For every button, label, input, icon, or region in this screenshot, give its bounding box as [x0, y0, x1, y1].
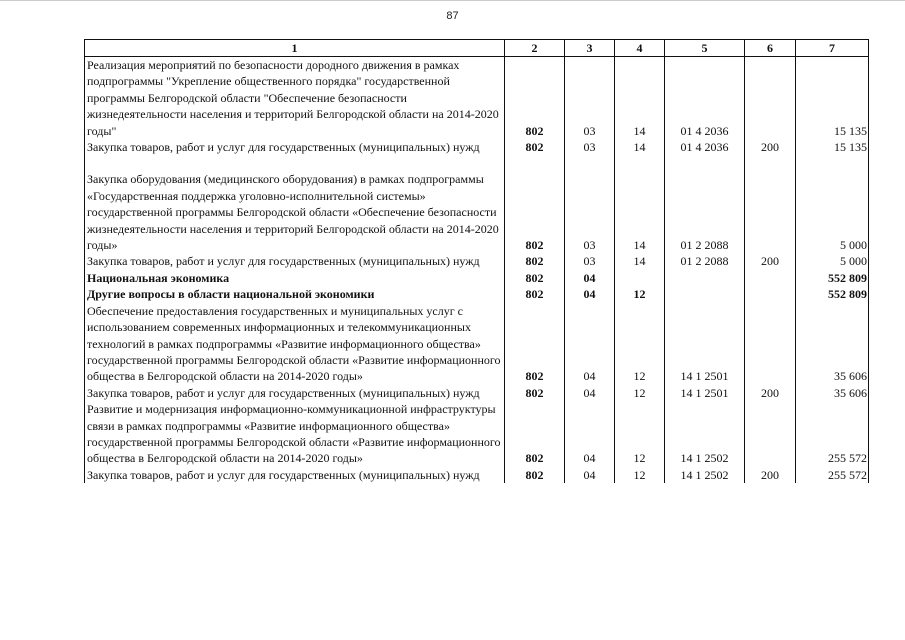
cell-expense-type: 200 [745, 467, 796, 483]
row-description: Реализация мероприятий по безопасности дородного движения в рамках подпрограммы "Укрепление общественного порядка" государственной программы Белгородской области "Обеспечение безопасности жизнедеятельности населения и территорий Белгородской области на 2014-2020 годы" [85, 57, 505, 140]
cell-target-article: 01 4 2036 [665, 139, 745, 155]
cell-target-article: 01 2 2088 [665, 171, 745, 253]
cell-subsection: 12 [615, 303, 665, 385]
cell-subsection: 14 [615, 171, 665, 253]
header-col-3: 3 [565, 40, 615, 57]
cell-amount: 15 135 [796, 57, 869, 140]
cell-grbs: 802 [505, 139, 565, 155]
header-col-7: 7 [796, 40, 869, 57]
cell-grbs: 802 [505, 385, 565, 401]
cell-expense-type [745, 171, 796, 253]
cell-grbs: 802 [505, 171, 565, 253]
header-col-4: 4 [615, 40, 665, 57]
cell-expense-type [745, 286, 796, 302]
cell-expense-type: 200 [745, 385, 796, 401]
table-spacer-row [85, 155, 869, 171]
cell-section: 04 [565, 270, 615, 286]
table-row [85, 385, 869, 401]
table-row [85, 401, 869, 467]
cell-expense-type: 200 [745, 139, 796, 155]
cell-expense-type [745, 303, 796, 385]
row-description: Закупка товаров, работ и услуг для государственных (муниципальных) нужд [85, 139, 505, 155]
cell-target-article: 01 2 2088 [665, 253, 745, 269]
cell-amount: 255 572 [796, 467, 869, 483]
header-col-6: 6 [745, 40, 796, 57]
cell-section: 04 [565, 286, 615, 302]
header-row [85, 40, 869, 57]
cell-amount: 552 809 [796, 270, 869, 286]
cell-expense-type [745, 270, 796, 286]
row-description: Обеспечение предоставления государственных и муниципальных услуг с использованием современных информационных и телекоммуникационных технологий в рамках подпрограммы «Развитие информационного общества» государственной программы Белгородской области «Развитие информационного общества в Белгородской области на 2014-2020 годы» [85, 303, 505, 385]
cell-section: 04 [565, 467, 615, 483]
cell-target-article: 14 1 2501 [665, 385, 745, 401]
cell-grbs: 802 [505, 467, 565, 483]
page-number: 87 [446, 10, 459, 22]
cell-section: 04 [565, 401, 615, 467]
row-description: Закупка оборудования (медицинского оборудования) в рамках подпрограммы «Государственная поддержка уголовно-исполнительной системы» государственной программы Белгородской области «Обеспечение безопасности жизнедеятельности населения и территорий Белгородской области на 2014-2020 годы» [85, 171, 505, 253]
cell-amount: 15 135 [796, 139, 869, 155]
cell-expense-type [745, 401, 796, 467]
cell-grbs: 802 [505, 57, 565, 140]
table-row-subsection [85, 286, 869, 302]
cell-grbs: 802 [505, 253, 565, 269]
cell-grbs: 802 [505, 303, 565, 385]
budget-table [84, 39, 869, 483]
cell-subsection: 12 [615, 385, 665, 401]
header-col-5: 5 [665, 40, 745, 57]
row-description: Закупка товаров, работ и услуг для государственных (муниципальных) нужд [85, 467, 505, 483]
table-row-section [85, 270, 869, 286]
cell-expense-type [745, 57, 796, 140]
cell-target-article [665, 270, 745, 286]
cell-grbs: 802 [505, 270, 565, 286]
table-row [85, 139, 869, 155]
cell-subsection: 14 [615, 139, 665, 155]
row-description: Закупка товаров, работ и услуг для государственных (муниципальных) нужд [85, 253, 505, 269]
cell-amount: 35 606 [796, 385, 869, 401]
table-row [85, 303, 869, 385]
cell-amount: 5 000 [796, 253, 869, 269]
cell-amount: 552 809 [796, 286, 869, 302]
cell-amount: 5 000 [796, 171, 869, 253]
cell-subsection: 12 [615, 467, 665, 483]
cell-section: 04 [565, 303, 615, 385]
cell-section: 03 [565, 139, 615, 155]
cell-amount: 35 606 [796, 303, 869, 385]
cell-target-article: 14 1 2502 [665, 467, 745, 483]
cell-target-article: 14 1 2502 [665, 401, 745, 467]
cell-subsection [615, 270, 665, 286]
cell-subsection: 14 [615, 57, 665, 140]
cell-subsection: 12 [615, 286, 665, 302]
row-description: Другие вопросы в области национальной экономики [85, 286, 505, 302]
header-col-2: 2 [505, 40, 565, 57]
row-description: Национальная экономика [85, 270, 505, 286]
table-row [85, 467, 869, 483]
table-row [85, 171, 869, 253]
cell-expense-type: 200 [745, 253, 796, 269]
cell-grbs: 802 [505, 401, 565, 467]
cell-target-article: 14 1 2501 [665, 303, 745, 385]
cell-subsection: 12 [615, 401, 665, 467]
row-description: Закупка товаров, работ и услуг для государственных (муниципальных) нужд [85, 385, 505, 401]
cell-section: 03 [565, 253, 615, 269]
cell-amount: 255 572 [796, 401, 869, 467]
top-rule [0, 0, 905, 1]
cell-section: 03 [565, 57, 615, 140]
cell-section: 04 [565, 385, 615, 401]
table-row [85, 57, 869, 140]
cell-grbs: 802 [505, 286, 565, 302]
header-col-1: 1 [85, 40, 505, 57]
row-description: Развитие и модернизация информационно-коммуникационной инфраструктуры связи в рамках подпрограммы «Развитие информационного общества» государственной программы Белгородской области «Развитие информационного общества в Белгородской области на 2014-2020 годы» [85, 401, 505, 467]
table-row [85, 253, 869, 269]
cell-subsection: 14 [615, 253, 665, 269]
cell-target-article: 01 4 2036 [665, 57, 745, 140]
cell-section: 03 [565, 171, 615, 253]
cell-target-article [665, 286, 745, 302]
